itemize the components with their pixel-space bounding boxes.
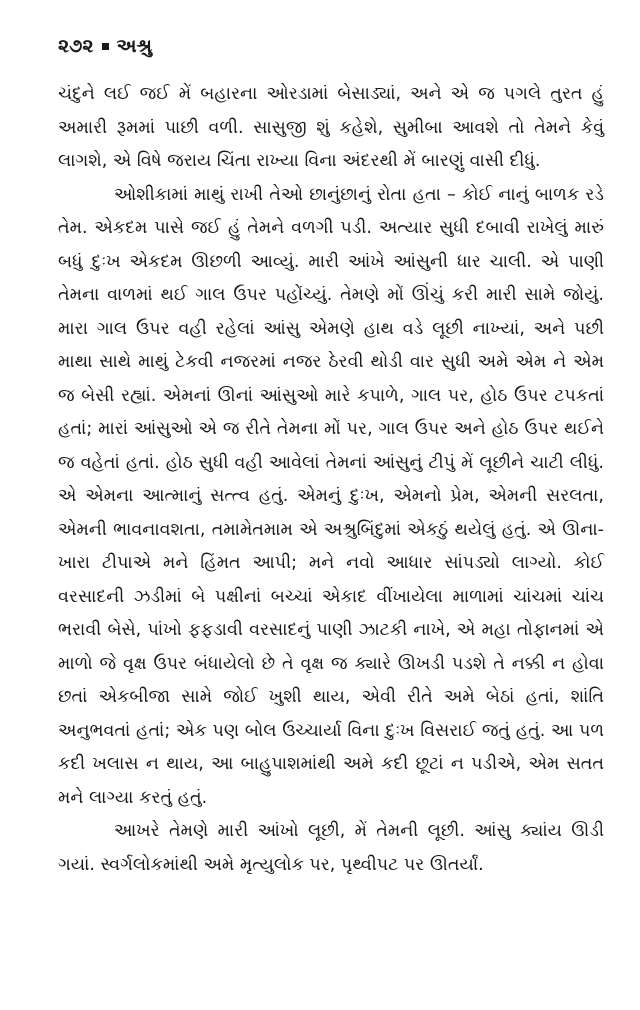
paragraph-1: ચંદુને લઈ જઈ મેં બહારના ઓરડામાં બેસાડ્યાં, અને એ જ પગલે તુરત હું અમારી રૂમમાં પાછી વળી. સાસુજી શું કહેશે, સુમીબા આવશે તો તેમને કેવું લાગશે, એ વિષે જરાય ચિંતા રાખ્યા વિના અંદરથી મેં બારણું વાસી દીધું. (58, 84, 604, 171)
separator-bullet-icon (102, 43, 109, 50)
body-text (58, 78, 604, 882)
running-header (58, 30, 604, 62)
book-title: અશ્રુ (116, 35, 153, 57)
paragraph-3: આખરે તેમણે મારી આંખો લૂછી, મેં તેમની લૂછી. આંસુ ક્યાંય ઊડી ગયાં. સ્વર્ગલોકમાંથી અમે મૃત્યુલોક પર, પૃથ્વીપટ પર ઊતર્યાં. (58, 821, 604, 875)
page-number: ૨૭૨ (58, 35, 94, 57)
paragraph-2: ઓશીકામાં માથું રાખી તેઓ છાનુંછાનું રોતા હતા – કોઈ નાનું બાળક રડે તેમ. એકદમ પાસે જઈ હું તેમને વળગી પડી. અત્યાર સુધી દબાવી રાખેલું મારું બધું દુઃખ એકદમ ઊછળી આવ્યું. મારી આંખે આંસુની ધાર ચાલી. એ પાણી તેમના વાળમાં થઈ ગાલ ઉપર પહોંચ્યું. તેમણે મોં ઊંચું કરી મારી સામે જોયું. મારા ગાલ ઉપર વહી રહેલાં આંસુ એમણે હાથ વડે લૂછી નાખ્યાં, અને પછી માથા સાથે માથું ટેકવી નજરમાં નજર ઠેરવી થોડી વાર સુધી અમે એમ ને એમ જ બેસી રહ્યાં. એમનાં ઊનાં આંસુઓ મારે કપાળે, ગાલ પર, હોઠ ઉપર ટપકતાં હતાં; મારાં આંસુઓ એ જ રીતે તેમના મોં પર, ગાલ ઉપર અને હોઠ ઉપર થઈને જ વહેતાં હતાં. હોઠ સુધી વહી આવેલાં તેમનાં આંસુનું ટીપું મેં લૂછીને ચાટી લીધું. એ એમના આત્માનું સત્ત્વ હતું. એમનું દુઃખ, એમનો પ્રેમ, એમની સરલતા, એમની ભાવનાવશતા, તમામેતમામ એ અશ્રુબિંદુમાં એકઠું થયેલું હતું. એ ઊના-ખારા ટીપાએ મને હિંમત આપી; મને નવો આધાર સાંપડ્યો લાગ્યો. કોઈ વરસાદની ઝડીમાં બે પક્ષીનાં બચ્ચાં એકાદ વીંખાયેલા માળામાં ચાંચમાં ચાંચ ભરાવી બેસે, પાંખો ફફડાવી વરસાદનું પાણી ઝાટકી નાખે, એ મહા તોફાનમાં એ માળો જે વૃક્ષ ઉપર બંધાયેલો છે તે વૃક્ષ જ ક્યારે ઊખડી પડશે તે નક્કી ન હોવા છતાં એકબીજા સામે જોઈ ખુશી થાય, એવી રીતે અમે બેઠાં હતાં, શાંતિ અનુભવતાં હતાં; એક પણ બોલ ઉચ્ચાર્યા વિના દુઃખ વિસરાઈ જતું હતું. આ પળ કદી ખલાસ ન થાય, આ બાહુપાશમાંથી અમે કદી છૂટાં ન પડીએ, એમ સતત મને લાગ્યા કરતું હતું. (58, 184, 604, 808)
